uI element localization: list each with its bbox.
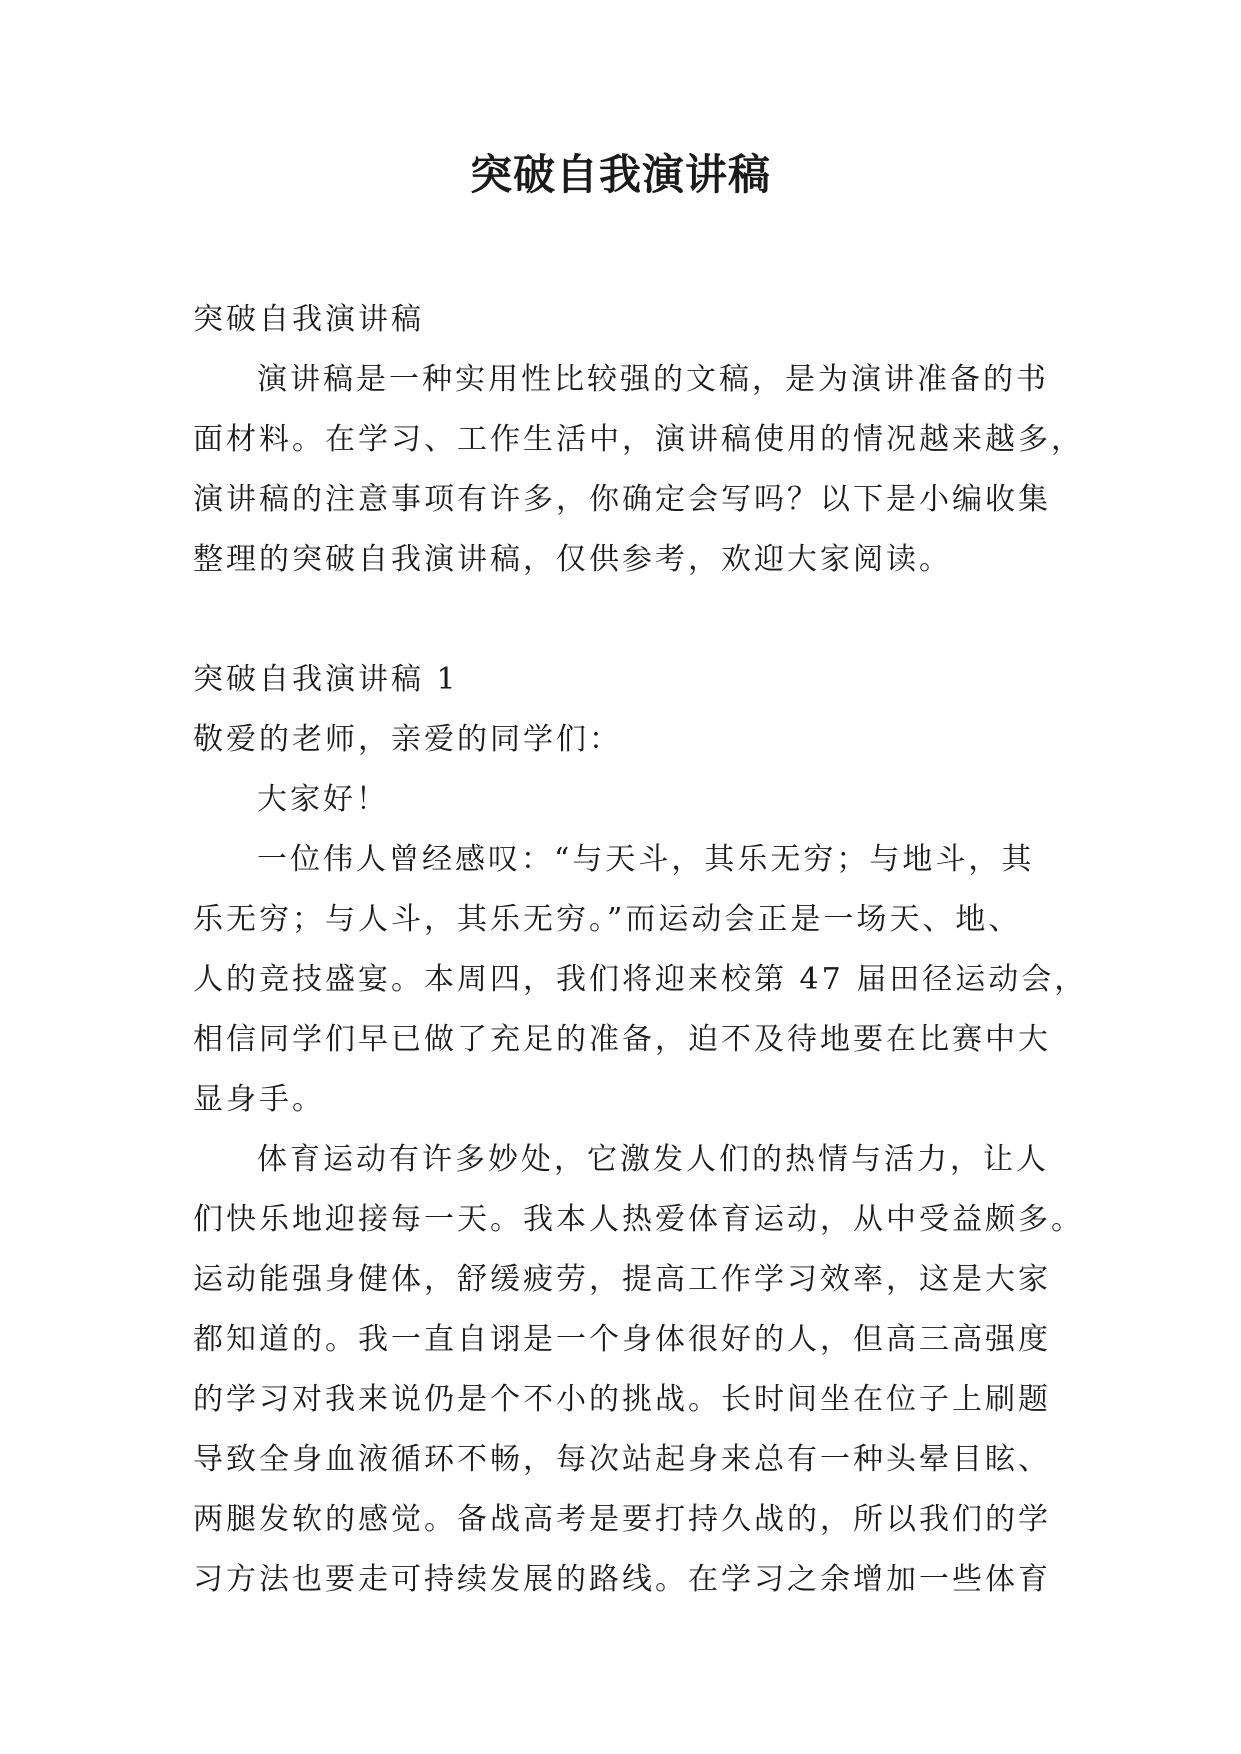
document-title: 突破自我演讲稿 [469,150,771,199]
greeting: 大家好！ [257,782,389,817]
paragraph2-line: 的学习对我来说仍是个不小的挑战。长时间坐在位子上刷题 [193,1382,1051,1417]
paragraph2-line: 运动能强身健体，舒缓疲劳，提高工作学习效率，这是大家 [193,1262,1051,1297]
paragraph2-line: 习方法也要走可持续发展的路线。在学习之余增加一些体育 [193,1562,1051,1597]
intro-line: 面材料。在学习、工作生活中，演讲稿使用的情况越来越多， [193,422,1084,457]
paragraph2-line: 都知道的。我一直自诩是一个身体很好的人，但高三高强度 [193,1322,1051,1357]
intro-line: 演讲稿的注意事项有许多，你确定会写吗？以下是小编收集 [193,482,1051,517]
paragraph2-line: 们快乐地迎接每一天。我本人热爱体育运动，从中受益颇多。 [193,1202,1084,1237]
paragraph1-line: 人的竞技盛宴。本周四，我们将迎来校第 47 届田径运动会， [193,962,1088,997]
document-subtitle: 突破自我演讲稿 [193,302,424,337]
paragraph-gap [193,590,1073,650]
paragraph1-line: 相信同学们早已做了充足的准备，迫不及待地要在比赛中大 [193,1022,1051,1057]
document-body [193,290,1088,1610]
intro-line: 整理的突破自我演讲稿，仅供参考，欢迎大家阅读。 [193,542,952,577]
paragraph2-line: 导致全身血液循环不畅，每次站起身来总有一种头晕目眩、 [193,1442,1051,1477]
paragraph1-line: 一位伟人曾经感叹：“与天斗，其乐无穷；与地斗，其 [257,842,1035,877]
paragraph1-line: 显身手。 [193,1082,325,1117]
paragraph2-line: 体育运动有许多妙处，它激发人们的热情与活力，让人 [257,1142,1049,1177]
section-heading: 突破自我演讲稿 1 [193,662,459,697]
paragraph1-line: 乐无穷；与人斗，其乐无穷。”而运动会正是一场天、地、 [193,902,1022,937]
salutation: 敬爱的老师，亲爱的同学们： [193,722,622,757]
intro-line: 演讲稿是一种实用性比较强的文稿，是为演讲准备的书 [257,362,1049,397]
paragraph2-line: 两腿发软的感觉。备战高考是要打持久战的，所以我们的学 [193,1502,1051,1537]
